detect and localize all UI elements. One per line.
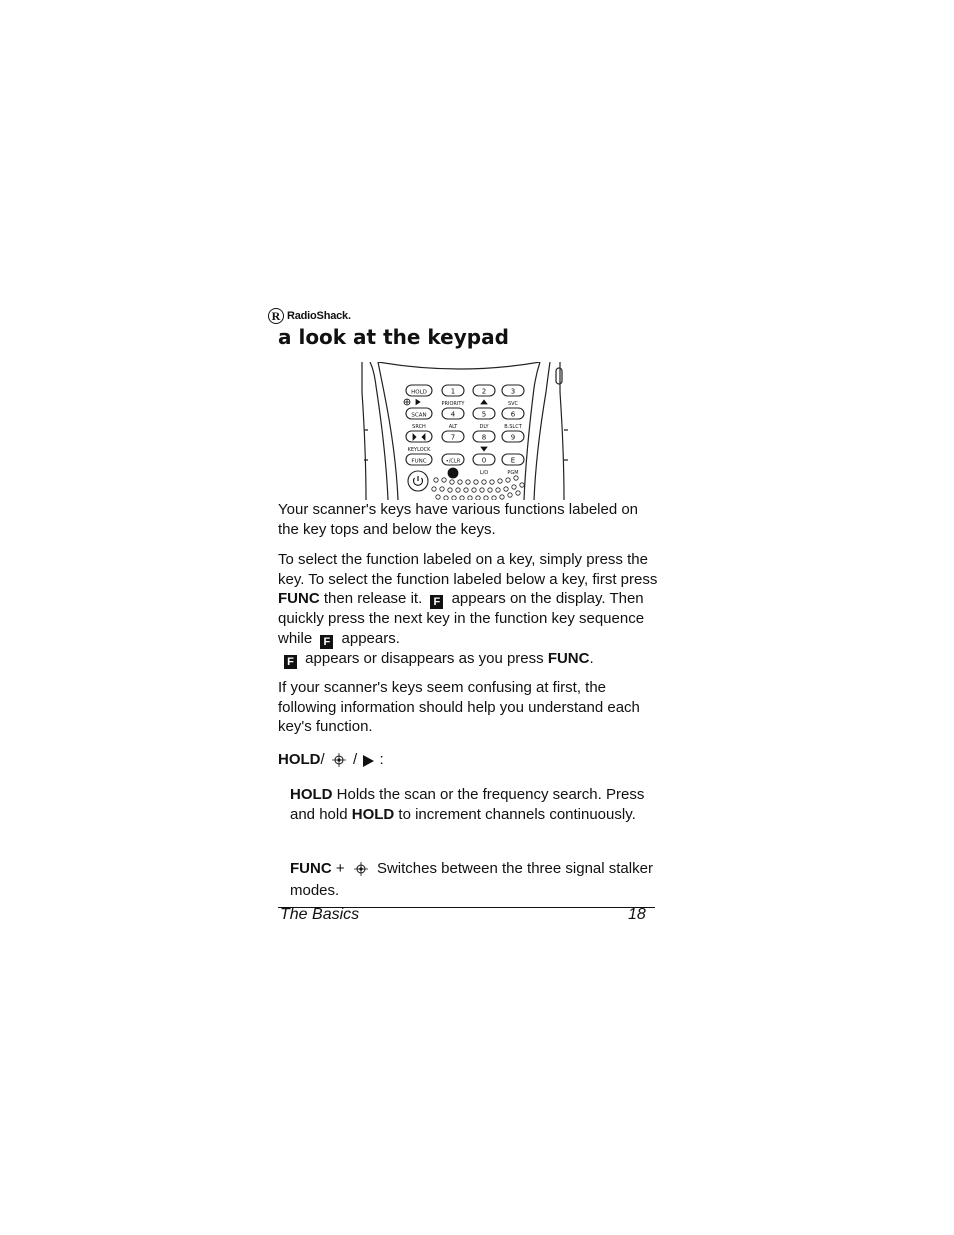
up-arrow-icon (481, 400, 487, 404)
key-9: 9 (510, 433, 516, 442)
key-2: 2 (481, 387, 487, 396)
signal-stalker-icon (349, 859, 373, 877)
label-srch: SRCH (412, 424, 426, 430)
key-e: E (510, 456, 516, 465)
signal-stalker-icon (329, 750, 349, 768)
f-indicator-icon: F (320, 635, 333, 649)
label-alt: ALT (448, 424, 458, 430)
label-lo: L/O (479, 470, 489, 476)
play-arrow-icon (416, 400, 420, 405)
label-keylock: KEYLOCK (407, 447, 431, 453)
label-pgm: PGM (507, 470, 519, 476)
label-svc: SVC (507, 401, 519, 407)
key-5: 5 (481, 410, 487, 419)
radioshack-logo (268, 306, 351, 326)
label-priority: PRIORITY (441, 401, 465, 407)
key-7: 7 (450, 433, 456, 442)
body-outline-left (362, 362, 366, 500)
body-inner-right (534, 362, 550, 500)
body-inner-left (370, 362, 388, 500)
speaker-grille (432, 476, 524, 500)
key-6: 6 (510, 410, 516, 419)
key-1: 1 (450, 387, 456, 396)
help-paragraph: If your scanner's keys seem confusing at first, the following information should help you understand each key's function. (278, 679, 640, 735)
label-dly: DLY (479, 424, 489, 430)
keypad-illustration (350, 362, 580, 500)
intro-paragraph: Your scanner's keys have various functions labeled on the key tops and below the keys. (278, 501, 639, 538)
key-hold: HOLD (411, 389, 427, 396)
play-arrow-icon (361, 754, 375, 768)
down-arrow-icon (481, 447, 487, 451)
key-3: 3 (510, 387, 516, 396)
light-key (448, 468, 458, 478)
key-4: 4 (450, 410, 456, 419)
hold-description: HOLD Holds the scan or the frequency search. Press and hold HOLD to increment channels continuously. (290, 786, 645, 823)
func-key-label: FUNC (278, 590, 320, 607)
key-clr: •/CLR (445, 458, 461, 465)
func-key-label: FUNC (547, 649, 590, 667)
key-scan: SCAN (411, 412, 427, 419)
f-indicator-icon: F (284, 655, 297, 669)
func-instructions-paragraph: To select the function labeled on a key, simply press the key. To select the function labeled below a key, first press FUNC then release it. F appears on the display. Then quickly press the next key in the function key sequence while F appears. F appears or disappears as you press FUNC. (278, 551, 658, 668)
page-title: a look at the keypad (278, 325, 509, 349)
key-0: 0 (481, 456, 487, 465)
footer-page-number: 18 (628, 906, 646, 923)
hold-key-heading: HOLD/ / : (278, 751, 384, 768)
registered-r-icon: R (268, 308, 284, 324)
brand-name: RadioShack. (287, 310, 351, 322)
f-indicator-icon: F (430, 595, 443, 609)
key-func: FUNC (411, 458, 427, 465)
label-bslct: B.SLCT (504, 424, 522, 430)
key-8: 8 (481, 433, 487, 442)
footer-section-title: The Basics (280, 906, 360, 923)
func-signal-stalker-description: FUNC + Switches between the three signal stalker modes. (290, 860, 653, 899)
